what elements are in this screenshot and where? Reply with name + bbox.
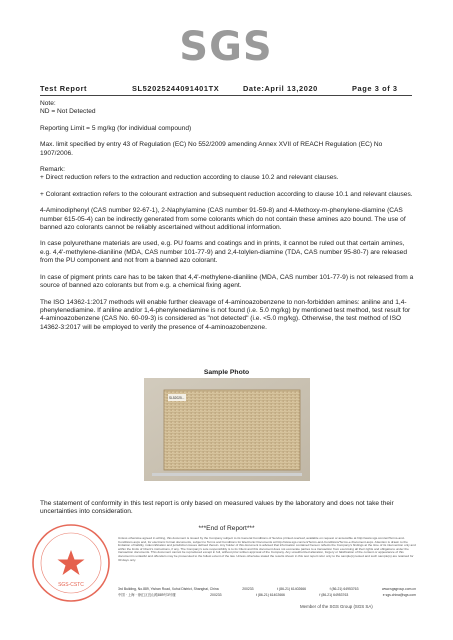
address-line: 3rd Building, No.889, Yishan Road, Xuhui District, Shanghai, China [118,587,219,591]
address-block [118,587,416,598]
sample-photo-title: Sample Photo [203,369,250,376]
report-date: Date:April 13,2020 [243,84,318,93]
remark-heading: Remark: [40,166,65,174]
max-limit: Max. limit specified by entry 43 of Regulation (EC) No 552/2009 amending Annex XVII of REACH Regulation (EC) No 1907/2006. [40,141,383,157]
report-body [40,100,415,332]
polyurethane-paragraph: In case polyurethane materials are used, e.g. PU foams and coatings and in prints, it cannot be ruled out that certain amines, e.g. 4,4'-methylene-dianiline (MDA, CAS number 101-77-9) and 2,4-tolylen-diamine (TDA, CAS number 95-80-7) are released from the PU component and not from a banned azo colorant. [40,240,408,265]
fax: f (86-21) 64953763 [329,587,359,591]
sgs-logo: SGS [179,24,273,70]
seal-star-icon [58,550,85,575]
reporting-limit: Reporting Limit = 5 mg/kg (for individual compound) [40,124,192,132]
pigment-paragraph: In case of pigment prints care has to be taken that 4,4'-methylene-dianiline (MDA, CAS number 101-77-9) is not released from a source of banned azo colorants but from e.g. a chemical fixing agent. [40,273,414,290]
website: www.sgsgroup.com.cn [382,587,416,591]
address-row-cn [118,593,416,599]
direct-reduction-note: + Direct reduction refers to the extraction and reduction according to clause 10.2 and relevant clauses. [40,174,339,182]
member-line: Member of the SGS Group (SGS SA) [300,604,373,609]
sample-tag-text: SL52025... [169,396,185,400]
note-heading: Note: [40,100,56,107]
page-number: Page 3 of 3 [352,84,398,93]
phone: t (86-21) 61402666 [256,592,285,597]
nd-note: ND = Not Detected [40,108,96,116]
ruler [152,473,302,476]
colorant-extraction-note: + Colorant extraction refers to the colourant extraction and subsequent reduction according to clause 10.1 and relevant clauses. [40,190,413,198]
report-label: Test Report [40,84,88,93]
postal-code: 200233 [242,587,254,591]
end-of-report: ***End of Report*** [198,525,255,532]
seal-text: SGS-CSTC [58,582,84,588]
header-divider [40,95,412,96]
company-seal-stamp [30,522,112,604]
aminodiphenyl-paragraph: 4-Aminodiphenyl (CAS number 92-67-1), 2-Naphylamine (CAS number 91-59-8) and 4-Methoxy-m-phenylene-diamine (CAS number 615-05-4) can be indirectly generated from some colorants which do not contain these amines azo bound. The use of banned azo colorants cannot be reliably ascertained without additional information. [40,207,406,232]
iso-paragraph: The ISO 14362-1:2017 methods will enable further cleavage of 4-aminoazobenzene to non-forbidden amines: aniline and 1,4-phenylenediamine. If aniline and/or 1,4-phenylenediamine is not found (i.e. 5.0 mg/kg) by mentioned test method, test result for 4-aminoazobenzene (CAS No. 60-09-3) is considered as "not detected" (i.e. <5.0 mg/kg). Otherwise, the test method of ISO 14362-3:2017 will be employed to verify the presence of 4-aminoazobenzene. [40,298,411,331]
terms-fine-print: Unless otherwise agreed in writing, this document is issued by the Company subject to its General Conditions of Service printed overleaf, available on request or accessible at http://www.sgs.com/en/Terms-and-Conditions.aspx and, for electronic format documents, subject to Terms and Conditions for Electronic Documents at http://www.sgs.com/en/Terms-and-Conditions/Terms-e-Document.aspx. Attention is drawn to the limitation of liability, indemnification and jurisdiction issues defined therein. Any holder of this document is advised that information contained hereon reflects the Company's findings at the time of its intervention only and within the limits of Client's instructions, if any. The Company's sole responsibility is to its Client and this document does not exonerate parties to a transaction from exercising all their rights and obligations under the transaction documents. This document cannot be reproduced except in full, without prior written approval of the Company. Any unauthorized alteration, forgery or falsification of the content or appearance of this document is unlawful and offenders may be prosecuted to the fullest extent of the law. Unless otherwise stated the results shown in this test report refer only to the sample(s) tested and such sample(s) are retained for 30 days only. [118,536,416,562]
phone: t (86-21) 61402666 [277,587,307,591]
fax: f (86-21) 64953763 [319,592,349,597]
address-line: 中国 · 上海 · 徐汇区宜山路889号3号楼 [118,592,176,597]
postal-code: 200233 [210,592,222,597]
email: e sgs.china@sgs.com [382,592,416,597]
conformity-statement: The statement of conformity in this test report is only based on measured values by the laboratory and does not take their uncertainties into consideration. [40,500,394,516]
report-number: SL52025244091401TX [132,84,220,93]
sample-photo [144,378,310,481]
